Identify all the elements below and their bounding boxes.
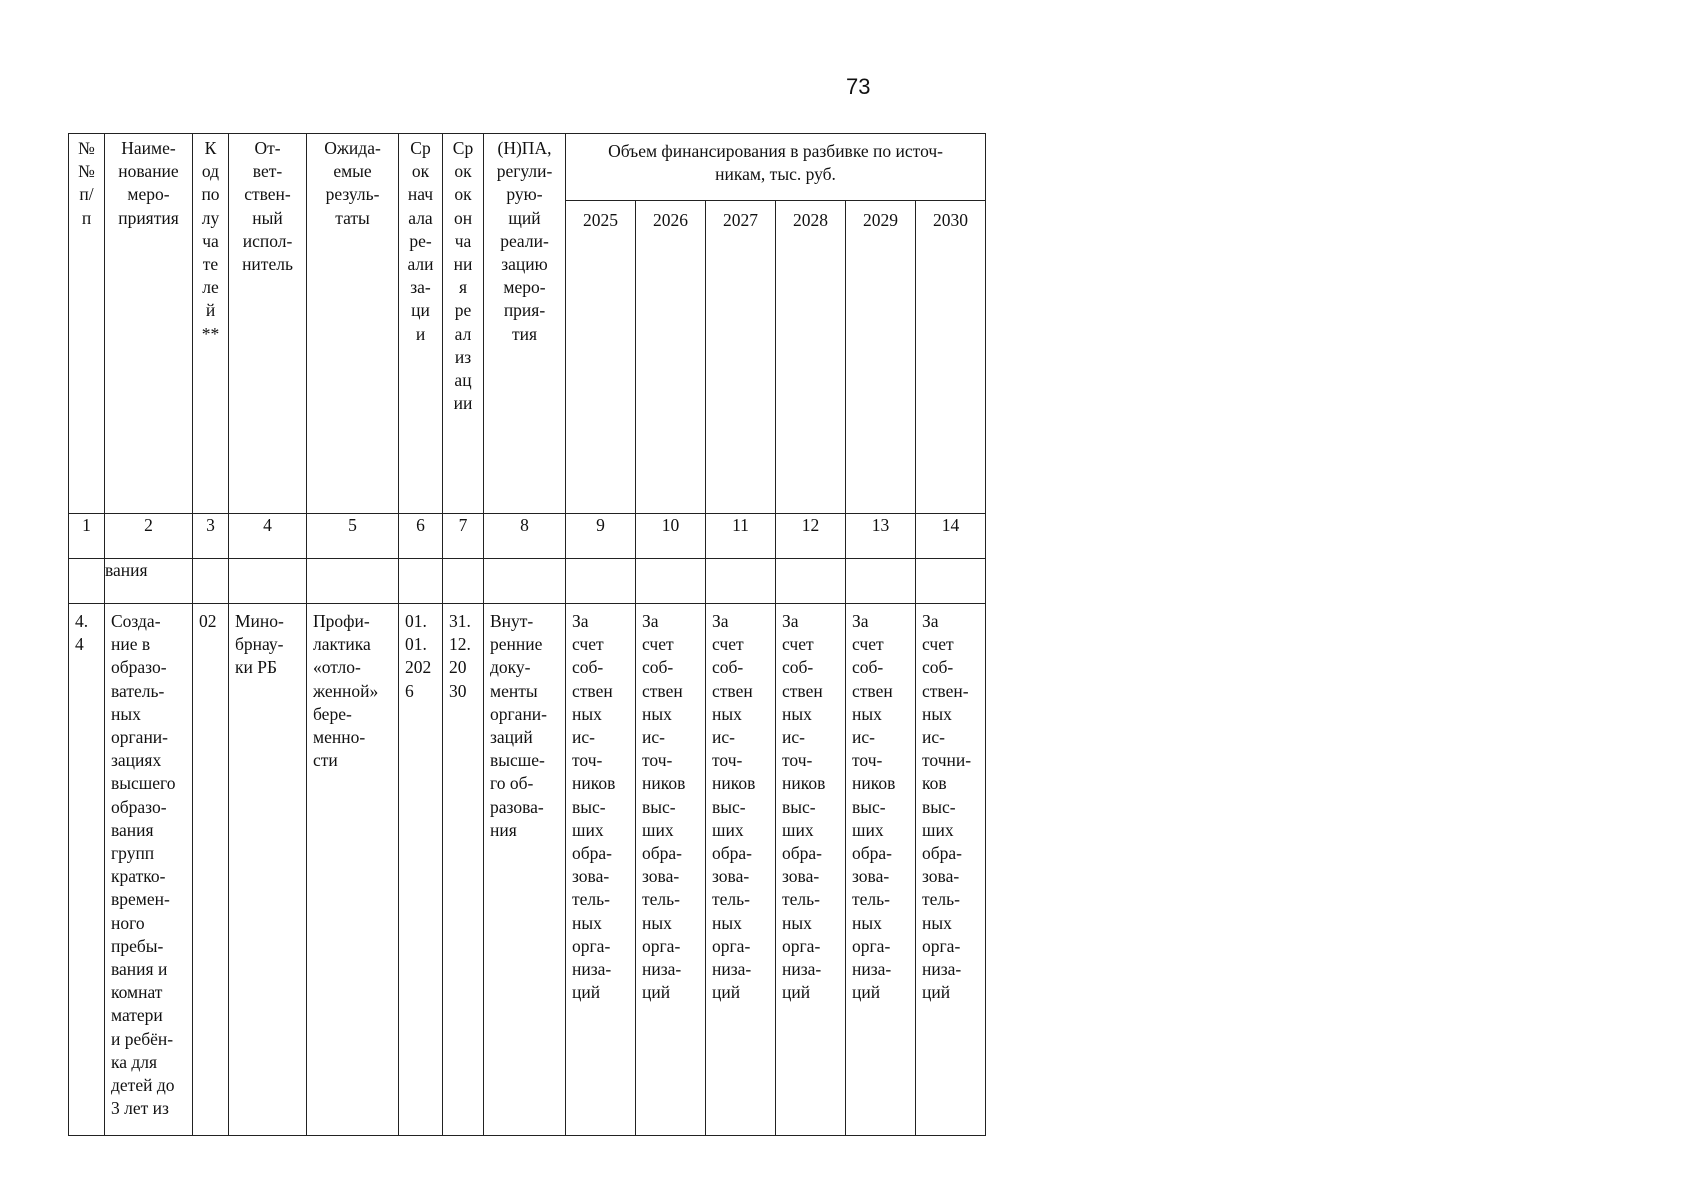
header-year: 2028 — [776, 201, 846, 514]
column-number: 2 — [105, 514, 193, 559]
header-year: 2026 — [636, 201, 706, 514]
column-number: 13 — [846, 514, 916, 559]
column-number: 8 — [484, 514, 566, 559]
row-funding-source: За счет соб- ствен- ных ис- точни- ков выс- ших обра- зова- тель- ных орга- низа- ций — [916, 604, 986, 1136]
row-npa: Внут- ренние доку- менты органи- заций высше- го об- разова- ния — [484, 604, 566, 1136]
column-number-row — [69, 514, 986, 559]
column-number: 9 — [566, 514, 636, 559]
column-number: 1 — [69, 514, 105, 559]
row-funding-source: За счет соб- ствен ных ис- точ- ников выс- ших обра- зова- тель- ных орга- низа- ций — [566, 604, 636, 1136]
row-funding-source: За счет соб- ствен ных ис- точ- ников выс- ших обра- зова- тель- ных орга- низа- ций — [636, 604, 706, 1136]
row-funding-source: За счет соб- ствен ных ис- точ- ников выс- ших обра- зова- тель- ных орга- низа- ций — [706, 604, 776, 1136]
row-start-date: 01. 01. 202 6 — [399, 604, 443, 1136]
column-number: 7 — [443, 514, 484, 559]
header-activity-name: Наиме- нование меро- приятия — [105, 134, 193, 514]
row-funding-source: За счет соб- ствен ных ис- точ- ников выс- ших обра- зова- тель- ных орга- низа- ций — [776, 604, 846, 1136]
column-number: 5 — [307, 514, 399, 559]
column-number: 3 — [193, 514, 229, 559]
activities-table — [68, 133, 986, 1136]
header-expected-results: Ожида- емые резуль- таты — [307, 134, 399, 514]
column-number: 6 — [399, 514, 443, 559]
header-year: 2027 — [706, 201, 776, 514]
row-funding-source: За счет соб- ствен ных ис- точ- ников выс- ших обра- зова- тель- ных орга- низа- ций — [846, 604, 916, 1136]
header-year: 2025 — [566, 201, 636, 514]
table-row — [69, 604, 986, 1136]
header-start-date: Ср ок нач ала ре- али за- ци и — [399, 134, 443, 514]
row-activity-name: Созда- ние в образо- ватель- ных органи- зациях высшего образо- вания групп кратко- времен- ного пребы- вания и комнат матери и ребён- ка для детей до 3 лет из — [105, 604, 193, 1136]
page-number: 73 — [846, 74, 871, 99]
header-end-date: Ср ок ок он ча ни я ре ал из ац ии — [443, 134, 484, 514]
column-number: 4 — [229, 514, 307, 559]
column-number: 10 — [636, 514, 706, 559]
row-expected-result: Профи- лактика «отло- женной» бере- менно- сти — [307, 604, 399, 1136]
row-end-date: 31. 12. 20 30 — [443, 604, 484, 1136]
header-recipient-code: К од по лу ча те ле й ** — [193, 134, 229, 514]
column-number: 14 — [916, 514, 986, 559]
column-number: 11 — [706, 514, 776, 559]
header-executor: От- вет- ствен- ный испол- нитель — [229, 134, 307, 514]
row-number: 4. 4 — [69, 604, 105, 1136]
header-financing: Объем финансирования в разбивке по источ- никам, тыс. руб. — [566, 134, 986, 201]
header-npa: (Н)ПА, регули- рую- щий реали- зацию меро- прия- тия — [484, 134, 566, 514]
header-number: № № п/ п — [69, 134, 105, 514]
continuation-text: вания — [105, 559, 193, 604]
continuation-row — [69, 559, 986, 604]
row-executor: Мино- брнау- ки РБ — [229, 604, 307, 1136]
header-year: 2030 — [916, 201, 986, 514]
row-recipient-code: 02 — [193, 604, 229, 1136]
header-year: 2029 — [846, 201, 916, 514]
column-number: 12 — [776, 514, 846, 559]
